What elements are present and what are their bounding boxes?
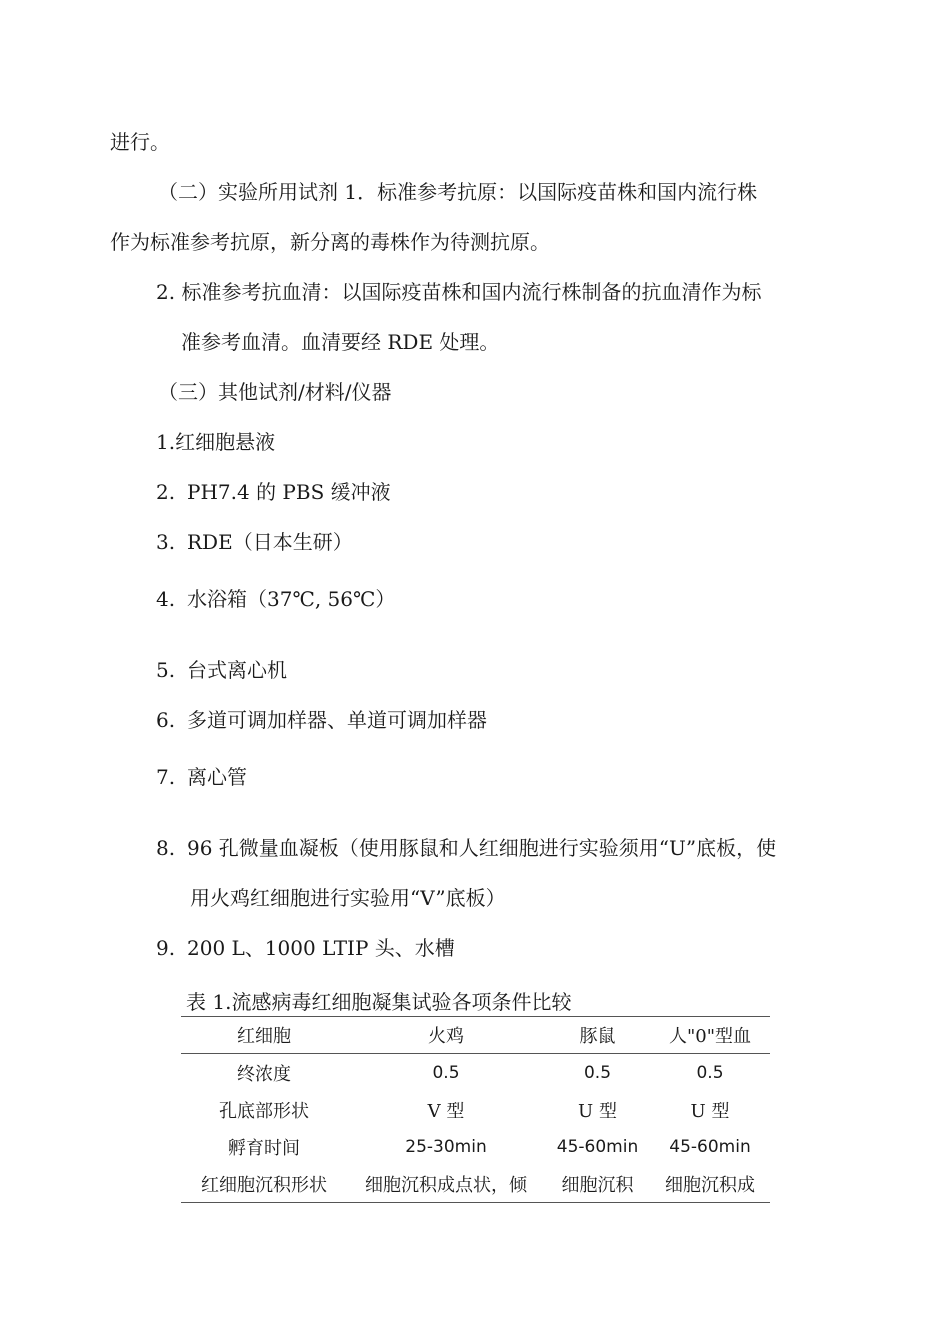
item-number: 8. xyxy=(156,836,176,860)
list-item xyxy=(156,528,353,556)
table-cell: 25-30min xyxy=(405,1136,487,1157)
section-three-heading: （三）其他试剂/材料/仪器 xyxy=(158,380,392,404)
comparison-table xyxy=(181,1016,770,1203)
item-text: 红细胞悬液 xyxy=(175,430,276,454)
reagent-2-line-2: 准参考血清。血清要经 RDE 处理。 xyxy=(181,330,500,354)
header-cell: 火鸡 xyxy=(347,1017,545,1054)
item-text: 200 ￼L、1000 ￼LTIP 头、水槽 xyxy=(187,936,455,960)
item-number: 3. xyxy=(156,530,176,554)
item-text: 台式离心机 xyxy=(187,658,287,682)
item-number: 2. xyxy=(156,480,176,504)
table-cell: 孔底部形状 xyxy=(219,1100,309,1122)
section-two-line-1: （二）实验所用试剂 1．标准参考抗原：以国际疫苗株和国内流行株 xyxy=(158,180,758,204)
item-text: RDE（日本生研） xyxy=(187,530,353,554)
list-item xyxy=(156,834,776,862)
header-cell: 人"0"型血 xyxy=(650,1017,770,1054)
table-cell: U 型 xyxy=(578,1100,617,1122)
table-cell: 孵育时间 xyxy=(228,1137,300,1159)
table-row xyxy=(181,1054,770,1092)
table-row xyxy=(181,1128,770,1165)
table-cell: 细胞沉积 xyxy=(545,1165,650,1203)
table-cell: 终浓度 xyxy=(237,1063,291,1085)
table-cell: 红细胞沉积形状 xyxy=(181,1165,347,1203)
list-item xyxy=(156,934,455,962)
section-two-line-2: 作为标准参考抗原，新分离的毒株作为待测抗原。 xyxy=(110,230,550,254)
item-text: 水浴箱（37℃, 56℃） xyxy=(187,587,396,611)
reagent-2-line-1: 2. 标准参考抗血清：以国际疫苗株和国内流行株制备的抗血清作为标 xyxy=(156,280,762,304)
item-number: 6. xyxy=(156,708,176,732)
paragraph-continuation: 进行。 xyxy=(110,130,170,154)
item-text: 96 孔微量血凝板（使用豚鼠和人红细胞进行实验须用“U”底板，使 xyxy=(187,836,777,860)
table-cell: 细胞沉积成点状，倾 xyxy=(347,1165,545,1203)
list-item xyxy=(156,763,247,791)
list-item xyxy=(156,585,395,613)
item-text: 多道可调加样器、单道可调加样器 xyxy=(187,708,487,732)
item-number: 1. xyxy=(156,430,176,454)
header-cell: 豚鼠 xyxy=(545,1017,650,1054)
table-cell: 细胞沉积成 xyxy=(650,1165,770,1203)
item-number: 4. xyxy=(156,587,176,611)
list-item xyxy=(156,706,487,734)
header-cell: 红细胞 xyxy=(181,1017,347,1054)
list-item xyxy=(156,478,391,506)
item-number: 5. xyxy=(156,658,176,682)
item-text: 离心管 xyxy=(187,765,247,789)
table-cell: 0.5 xyxy=(583,1062,612,1083)
table-caption: 表 1.流感病毒红细胞凝集试验各项条件比较 xyxy=(186,990,572,1014)
list-item xyxy=(156,656,287,684)
table-row xyxy=(181,1091,770,1128)
item-text: PH7.4 的 PBS 缓冲液 xyxy=(187,480,391,504)
item-number: 9. xyxy=(156,936,176,960)
table-cell: U 型 xyxy=(690,1100,730,1122)
list-item xyxy=(156,428,275,456)
list-item-continuation: 用火鸡红细胞进行实验用“V”底板） xyxy=(190,886,506,910)
table-cell: 0.5 xyxy=(432,1062,460,1083)
table-cell: 45-60min xyxy=(556,1136,639,1157)
table-row xyxy=(181,1165,770,1203)
item-number: 7. xyxy=(156,765,176,789)
table-cell: V 型 xyxy=(427,1100,465,1122)
table-cell: 0.5 xyxy=(696,1062,724,1083)
table-header-row xyxy=(181,1017,770,1054)
table-cell: 45-60min xyxy=(669,1136,751,1157)
